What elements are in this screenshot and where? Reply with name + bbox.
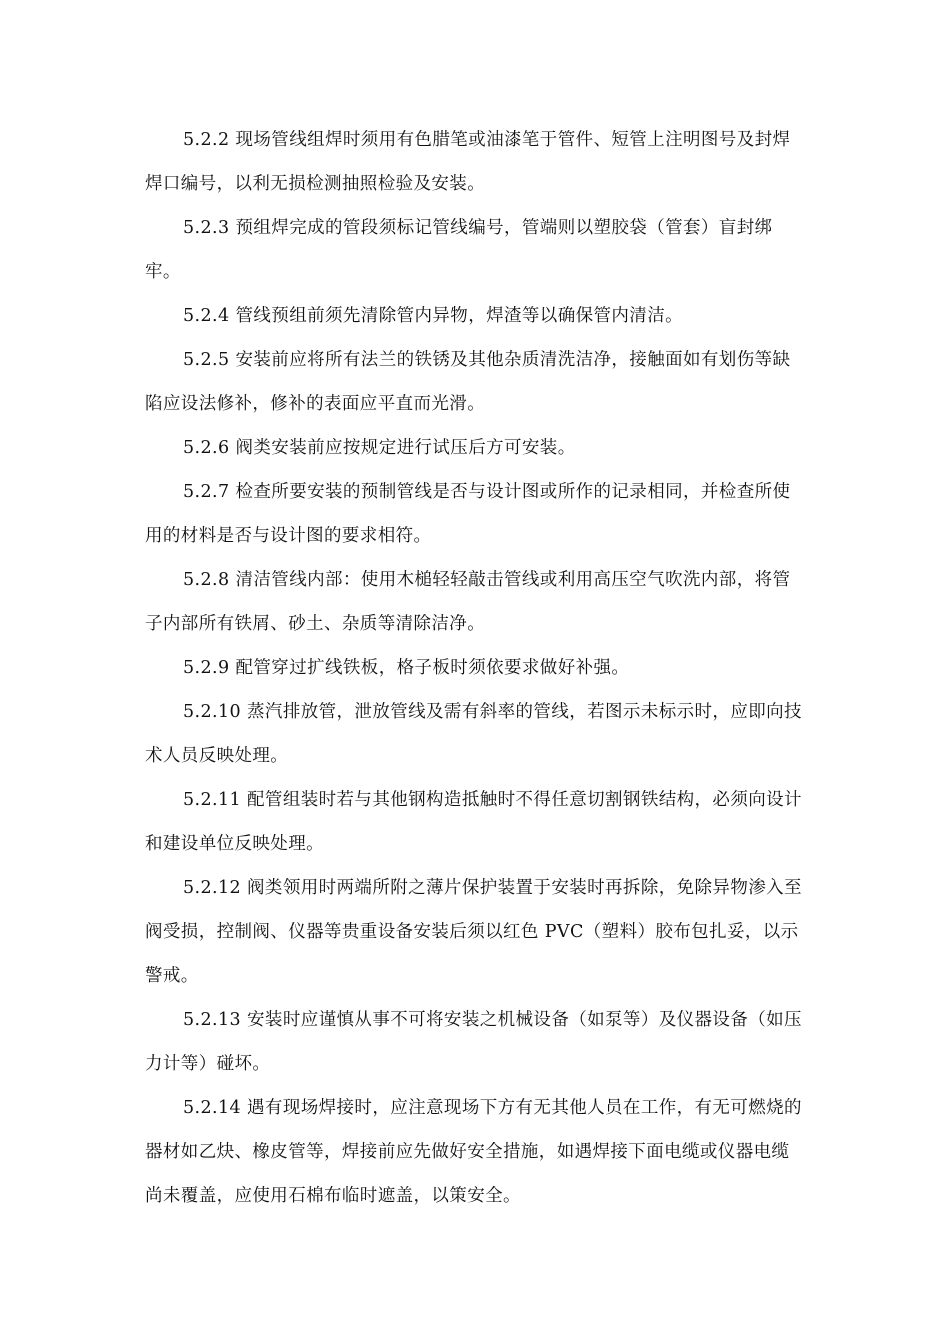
clause-5-2-12: 5.2.12 阀类领用时两端所附之薄片保护装置于安装时再拆除，免除异物渗入至阀受损，控制阀、仪器等贵重设备安装后须以红色 PVC（塑料）胶布包扎妥，以示警戒。 [145,878,802,986]
clause-5-2-14: 5.2.14 遇有现场焊接时，应注意现场下方有无其他人员在工作，有无可燃烧的器材如乙炔、橡皮管等，焊接前应先做好安全措施，如遇焊接下面电缆或仪器电缆尚未覆盖，应使用石棉布临时遮盖，以策安全。 [145,1098,802,1206]
clause-5-2-8: 5.2.8 清洁管线内部：使用木槌轻轻敲击管线或利用高压空气吹洗内部，将管子内部所有铁屑、砂土、杂质等清除洁净。 [145,570,791,634]
clause-5-2-4: 5.2.4 管线预组前须先清除管内异物，焊渣等以确保管内清洁。 [183,306,683,326]
clause-5-2-9: 5.2.9 配管穿过扩线铁板，格子板时须依要求做好补强。 [183,658,630,678]
clause-5-2-6: 5.2.6 阀类安装前应按规定进行试压后方可安装。 [183,438,576,458]
clause-5-2-2: 5.2.2 现场管线组焊时须用有色腊笔或油漆笔于管件、短管上注明图号及封焊焊口编号，以利无损检测抽照检验及安装。 [145,130,791,194]
clause-5-2-7: 5.2.7 检查所要安装的预制管线是否与设计图或所作的记录相同，并检查所使用的材料是否与设计图的要求相符。 [145,482,791,546]
clause-5-2-10: 5.2.10 蒸汽排放管，泄放管线及需有斜率的管线，若图示未标示时，应即向技术人员反映处理。 [145,702,802,766]
document-body [145,118,805,1218]
clause-5-2-3: 5.2.3 预组焊完成的管段须标记管线编号，管端则以塑胶袋（管套）盲封绑牢。 [145,218,773,282]
clause-5-2-5: 5.2.5 安装前应将所有法兰的铁锈及其他杂质清洗洁净，接触面如有划伤等缺陷应设法修补，修补的表面应平直而光滑。 [145,350,791,414]
clause-5-2-13: 5.2.13 安装时应谨慎从事不可将安装之机械设备（如泵等）及仪器设备（如压力计等）碰坏。 [145,1010,802,1074]
clause-5-2-11: 5.2.11 配管组装时若与其他钢构造抵触时不得任意切割钢铁结构，必须向设计和建设单位反映处理。 [145,790,802,854]
